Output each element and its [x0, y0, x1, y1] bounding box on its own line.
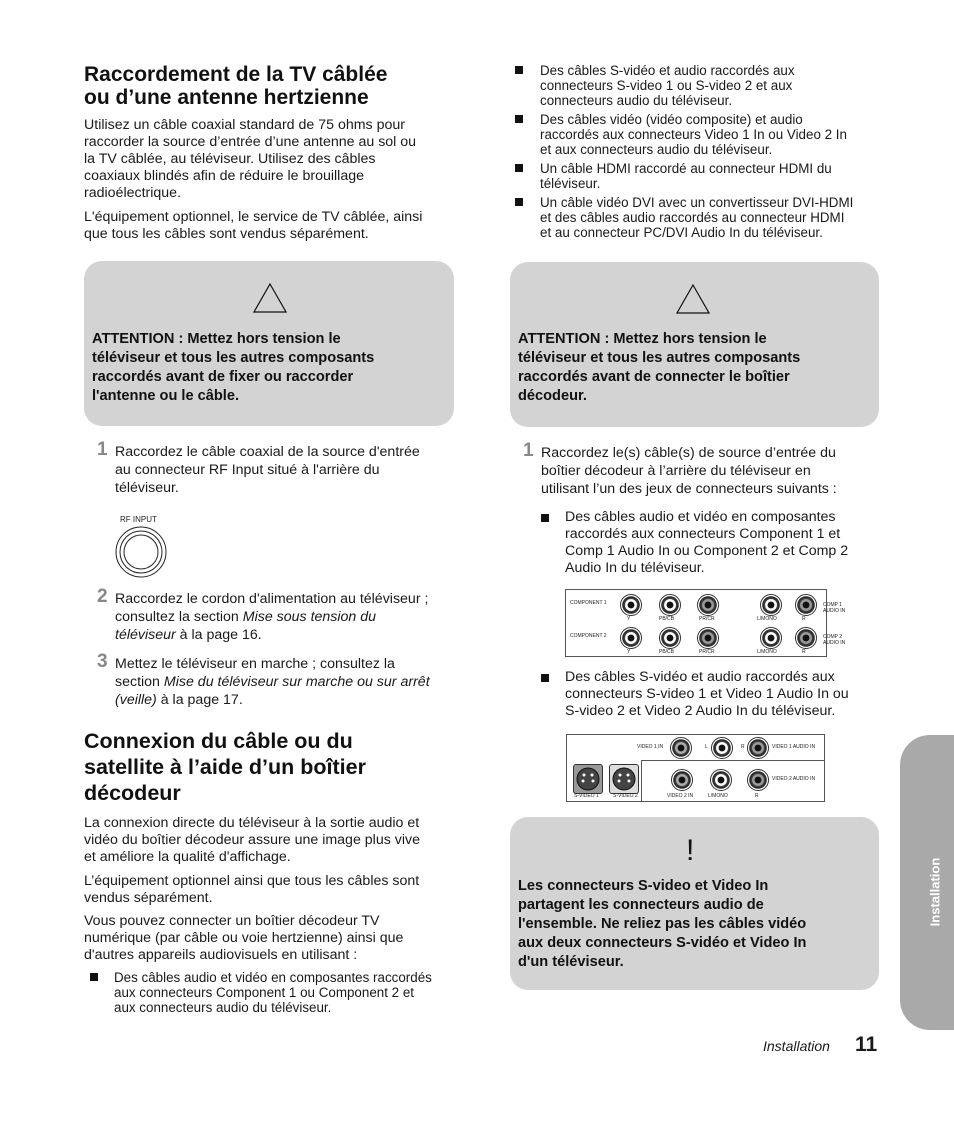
intro-paragraph-1: Utilisez un câble coaxial standard de 75 ohms pour raccorder la source d’entrée d’une antenne au sol ou la TV câblée, au téléviseur. Utilisez des câbles coaxiaux blindés afin de réduire le brouillage radioélectrique.	[84, 117, 417, 201]
intro-paragraph-2: L'équipement optionnel, le service de TV câblée, ainsi que tous les câbles sont vendus séparément.	[84, 209, 423, 242]
svideo-2-jack	[609, 764, 639, 794]
component-1-label: COMPONENT 1	[570, 600, 607, 606]
comp-1-audio-l-jack	[760, 594, 782, 616]
step-number: 2	[97, 586, 108, 607]
bullet-square-icon	[515, 164, 523, 172]
bullet-dvi-cable: Un câble vidéo DVI avec un convertisseur DVI-HDMI et des câbles audio raccordés au connecteur HDMI et au connecteur PC/DVI Audio In du téléviseur.	[515, 195, 885, 240]
component-1-pr-jack	[697, 594, 719, 616]
decoder-paragraph-2: L’équipement optionnel ainsi que tous les câbles sont vendus séparément.	[84, 873, 420, 906]
comp-1-audio-in-label: COMP 1 AUDIO IN	[823, 602, 846, 614]
page-number: 11	[855, 1033, 878, 1056]
bullet-square-icon	[90, 973, 98, 981]
svideo-1-jack	[573, 764, 603, 794]
side-tab-label: Installation	[927, 857, 943, 927]
component-2-label: COMPONENT 2	[570, 633, 607, 639]
bullet-square-icon	[515, 198, 523, 206]
exclamation-icon: !	[686, 834, 695, 867]
bullet-hdmi-cable: Un câble HDMI raccordé au connecteur HDMI du téléviseur.	[515, 161, 885, 191]
video-1-audio-r-jack	[747, 737, 769, 759]
component-2-y-jack	[620, 627, 642, 649]
caution-text: ATTENTION : Mettez hors tension le téléviseur et tous les autres composants raccordés avant de fixer ou raccorder l'antenne ou le câble.	[92, 331, 375, 404]
component-2-pr-jack	[697, 627, 719, 649]
footer-section: Installation	[763, 1038, 830, 1054]
video-2-audio-l-jack	[710, 769, 732, 791]
bullet-svideo-cables: Des câbles S-vidéo et audio raccordés aux connecteurs S-video 1 ou S-video 2 et aux connecteurs audio du téléviseur.	[515, 63, 885, 108]
bullet-square-icon	[515, 115, 523, 123]
decoder-paragraph-3: Vous pouvez connecter un boîtier décodeur TV numérique (par câble ou voie hertzienne) ainsi que d'autres appareils audiovisuels en utilisant :	[84, 913, 404, 963]
component-2-pb-jack	[659, 627, 681, 649]
bullet-square-icon	[541, 674, 549, 682]
bullet-composite-cables: Des câbles vidéo (vidéo composite) et audio raccordés aux connecteurs Video 1 In ou Video 2 In et aux connecteurs audio du téléviseur.	[515, 112, 885, 157]
comp-2-audio-r-jack	[795, 627, 817, 649]
caution-text: ATTENTION : Mettez hors tension le téléviseur et tous les autres composants raccordés avant de connecter le boîtier décodeur.	[518, 331, 801, 404]
video-2-audio-r-jack	[747, 769, 769, 791]
video-1-in-jack	[670, 737, 692, 759]
bullet-square-icon	[515, 66, 523, 74]
note-box	[510, 817, 879, 990]
comp-1-audio-r-jack	[795, 594, 817, 616]
step-number: 1	[97, 439, 108, 460]
component-1-y-jack	[620, 594, 642, 616]
note-text: Les connecteurs S-video et Video In partagent les connecteurs audio de l'ensemble. Ne reliez pas les câbles vidéo aux deux connecteurs S-vidéo et Video In d'un téléviseur.	[518, 878, 807, 970]
decoder-paragraph-1: La connexion directe du téléviseur à la sortie audio et vidéo du boîtier décodeur assure une image plus vive et améliore la qualité d'affichage.	[84, 815, 420, 865]
caution-box-left	[84, 261, 454, 426]
bullet-square-icon	[541, 514, 549, 522]
section-heading-decoder: Connexion du câble ou du satellite à l’aide d’un boîtier décodeur	[84, 729, 366, 805]
video-1-audio-l-jack	[711, 737, 733, 759]
bullet-component-cables: Des câbles audio et vidéo en composantes raccordés aux connecteurs Component 1 ou Component 2 et aux connecteurs audio du téléviseur.	[90, 970, 460, 1015]
component-1-pb-jack	[659, 594, 681, 616]
step-number: 1	[523, 440, 534, 461]
sub-bullet-component: Des câbles audio et vidéo en composantes raccordés aux connecteurs Component 1 et Comp 1 Audio In ou Component 2 et Comp 2 Audio In du téléviseur.	[541, 509, 886, 577]
section-heading-cable-antenna: Raccordement de la TV câblée ou d’une antenne hertzienne	[84, 63, 388, 109]
rf-input-connector-icon	[114, 525, 168, 579]
sub-bullet-svideo: Des câbles S-vidéo et audio raccordés aux connecteurs S-video 1 et Video 1 Audio In ou S-video 2 et Video 2 Audio In du téléviseur.	[541, 669, 886, 720]
warning-triangle-icon	[676, 284, 710, 314]
warning-triangle-icon	[253, 283, 287, 313]
component-connector-panel: COMPONENT 1 COMPONENT 2 Y PB/CB PR/CR L/MONO R COMP 1 AUDIO IN Y PB/CB PR/CR L/MONO R COMP 2 AUDIO IN	[565, 589, 827, 657]
comp-2-audio-in-label: COMP 2 AUDIO IN	[823, 634, 846, 646]
step-number: 3	[97, 651, 108, 672]
video-2-in-jack	[671, 769, 693, 791]
rf-input-label: RF INPUT	[120, 515, 157, 524]
comp-2-audio-l-jack	[760, 627, 782, 649]
video-connector-panel: VIDEO 1 IN L R VIDEO 1 AUDIO IN S-VIDEO 1 S-VIDEO 2 VIDEO 2 AUDIO IN VIDEO 2 IN L/MONO R	[566, 734, 825, 802]
caution-box-right	[510, 262, 879, 427]
